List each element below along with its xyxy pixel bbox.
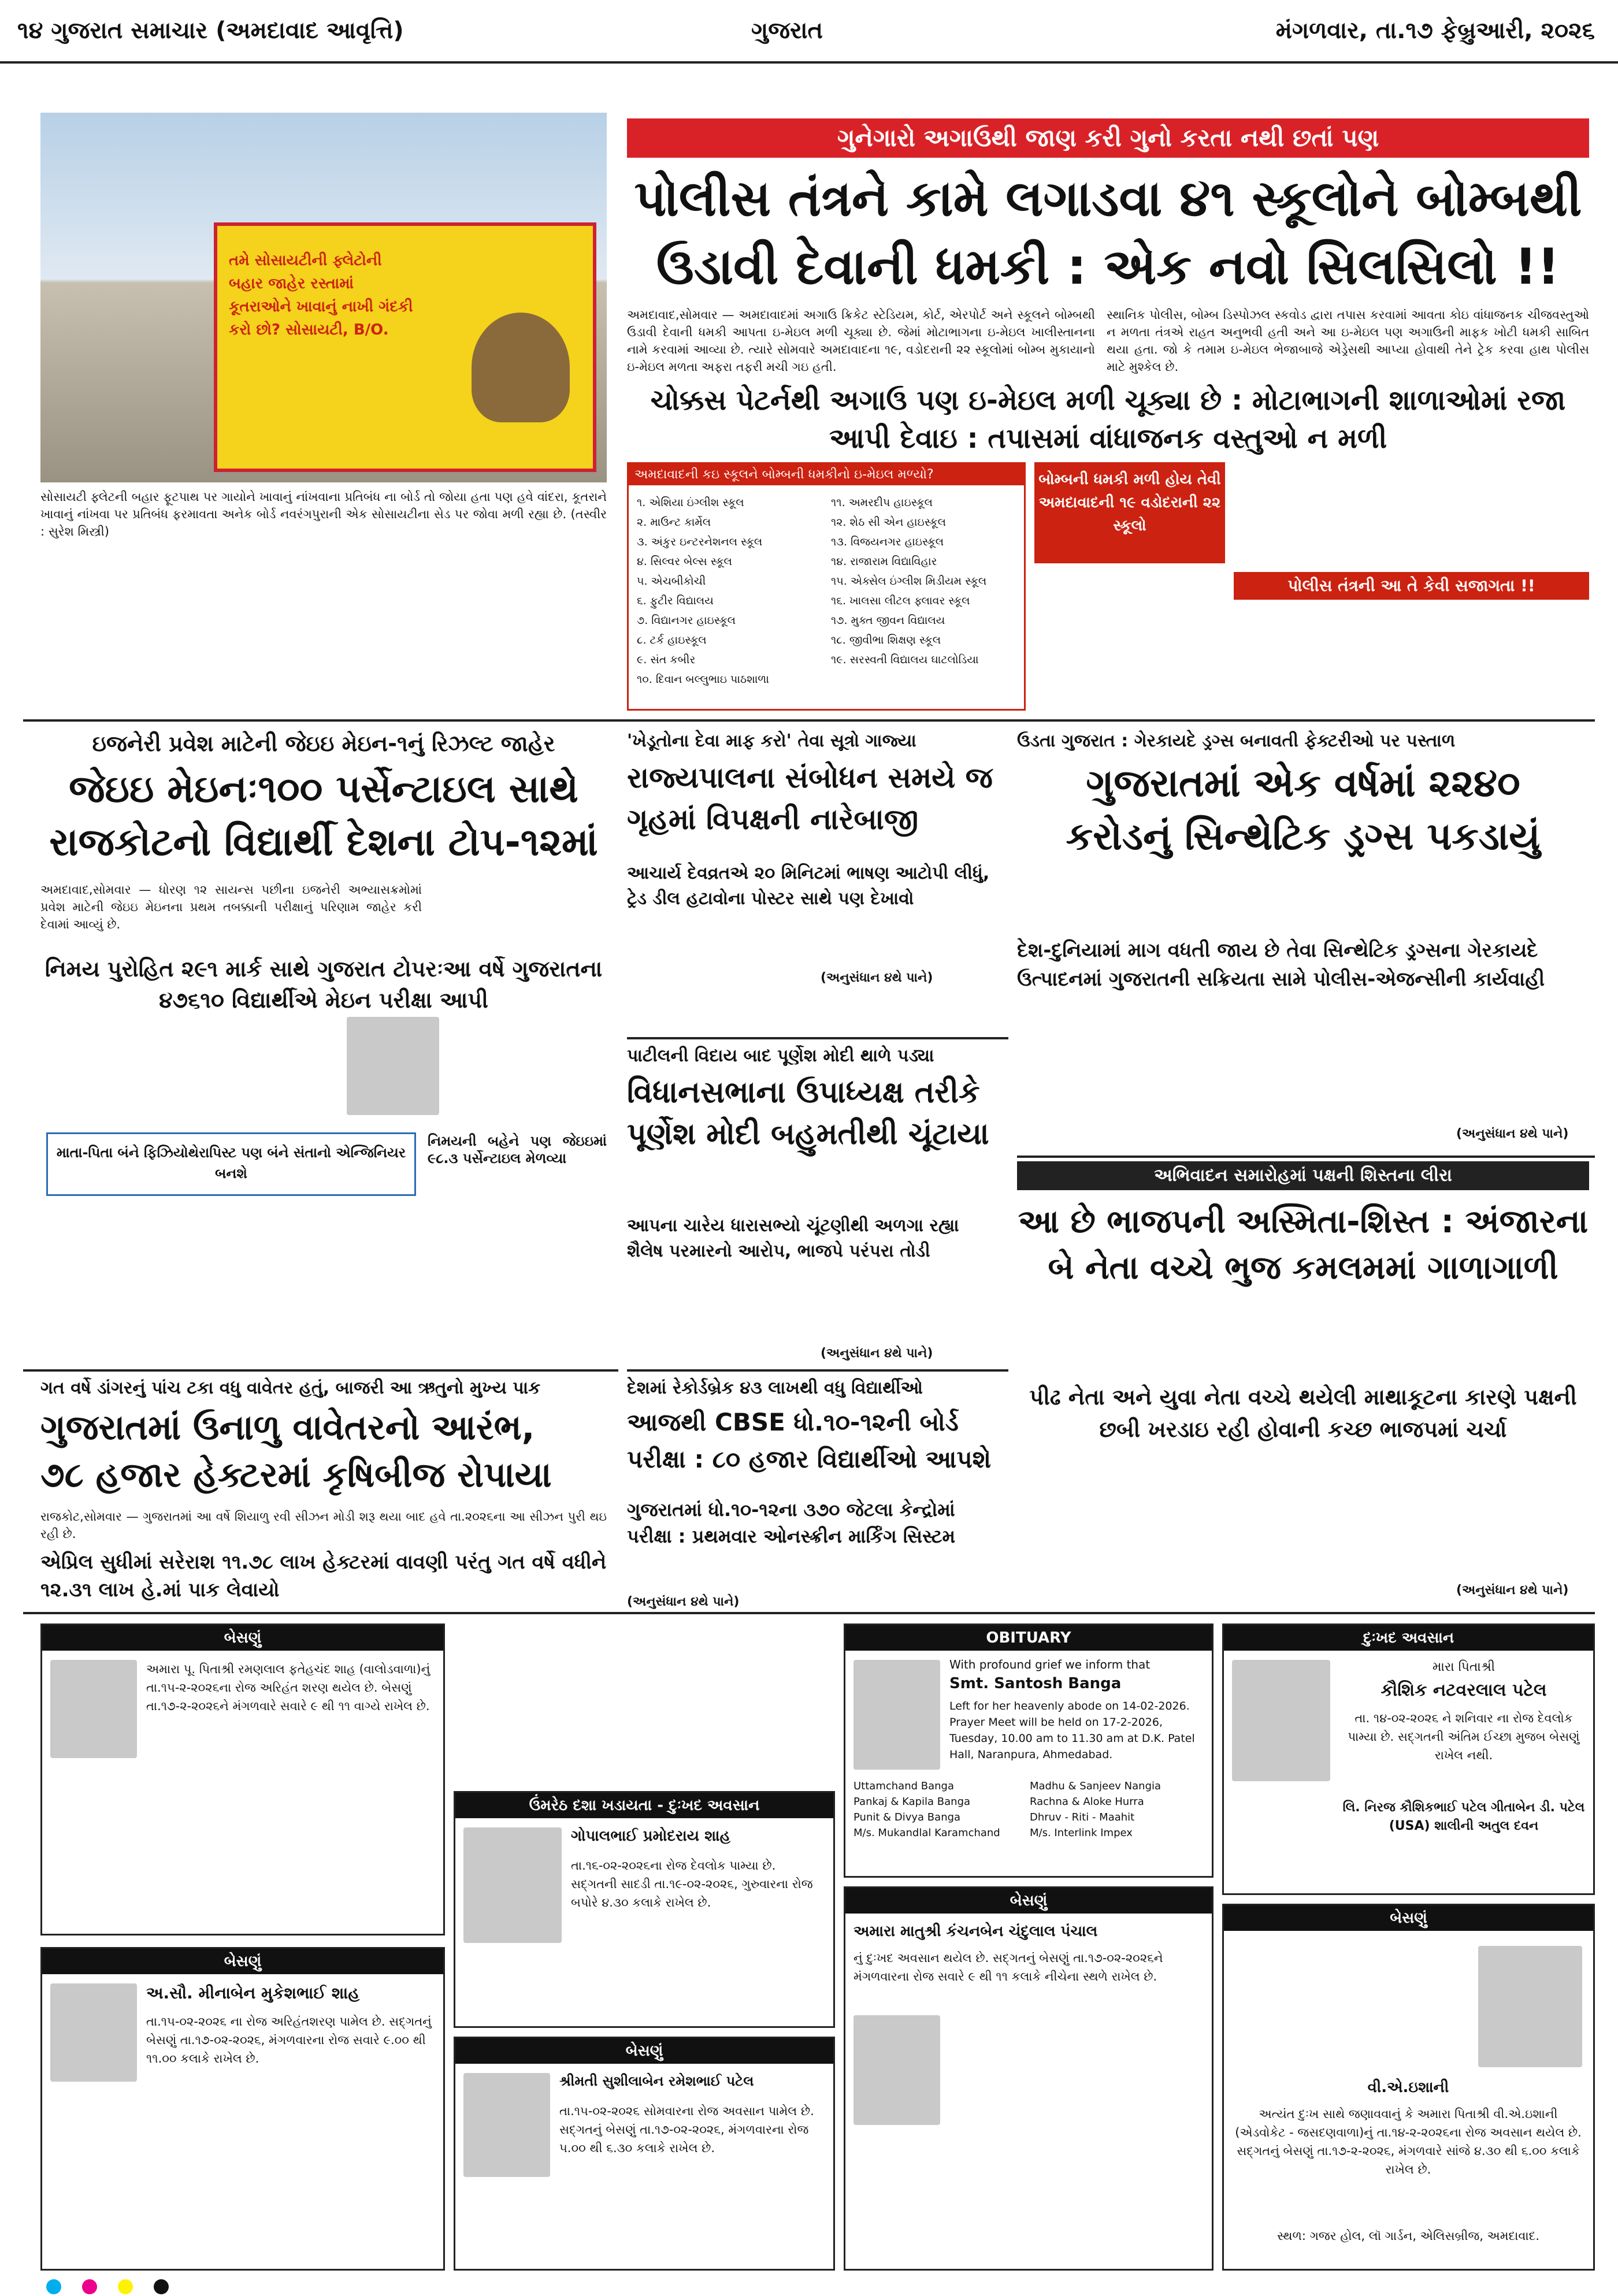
obit-text: Left for her heavenly abode on 14-02-2026. Prayer Meet will be held on 17-2-2026, Tuesday, 10.00 am to 11.30 am at D.K. Patel Hall, Naranpura, Ahmedabad. xyxy=(949,1700,1195,1761)
list-item: ૪. સિલ્વર બેલ્સ સ્કૂલ xyxy=(637,555,732,568)
family-member: Dhruv - Riti - Maahit xyxy=(1030,1811,1135,1823)
obit-name: અ.સૌ. મીનાબેન મુકેશભાઈ શાહ xyxy=(146,1983,360,2003)
obit-heading: બેસણું xyxy=(42,1949,443,1974)
section-title: ગુજરાત xyxy=(751,17,823,44)
speaker-headline: વિધાનસભાના ઉપાધ્યક્ષ તરીકે પૂર્ણેશ મોદી બહુમતીથી ચૂંટાયા xyxy=(627,1075,989,1151)
assembly-kicker: 'ખેડૂતોના દેવા માફ કરો' તેવા સૂત્રો ગાજ્યા xyxy=(627,731,916,751)
obit-name: ગોપાલભાઈ પ્રમોદરાય શાહ xyxy=(571,1827,730,1845)
obit-portrait xyxy=(853,1660,940,1770)
jee-family-box: માતા-પિતા બંને ફિઝિયોથેરાપિસ્ટ પણ બંને સંતાનો એન્જિનિયર બનશે xyxy=(46,1132,416,1196)
school-list-box xyxy=(627,462,1026,711)
obit-text: નું દુઃખદ અવસાન થયેલ છે. સદ્ગતનું બેસણું તા.૧૭-૦૨-૨૦૨૬ને મંગળવારના રોજ સવારે ૯ થી ૧૧ કલાકે નીચેના સ્થળે રાખેલ છે. xyxy=(853,1951,1163,1983)
crop-headline-line2: ૭૮ હજાર હેક્ટરમાં કૃષિબીજ રોપાયા xyxy=(40,1455,552,1495)
obit-text: તા.૧૫-૦૨-૨૦૨૬ સોમવારના રોજ અવસાન પામેલ છે. સદ્ગતનું બેસણું તા.૧૭-૦૨-૨૦૨૬, મંગળવારના રોજ ૫.૦૦ થી ૬.૩૦ કલાકે રાખેલ છે. xyxy=(559,2104,814,2155)
jee-headline-line2: રાજકોટનો વિદ્યાર્થી દેશના ટોપ-૧૨માં xyxy=(49,820,598,864)
drugs-headline-line2: કરોડનું સિન્થેટિક ડ્રગ્સ પકડાયું xyxy=(1066,814,1541,859)
family-member: M/s. Mukandlal Karamchand xyxy=(853,1827,1000,1839)
obit-title: મારા પિતાશ્રી xyxy=(1432,1660,1495,1674)
list-item: ૭. વિદ્યાનગર હાઇસ્કૂલ xyxy=(637,614,736,627)
bjp-headline-line1: આ છે ભાજપની અસ્મિતા-શિસ્ત : અંજારના xyxy=(1018,1203,1589,1240)
threat-count-box: બોમ્બની ધમકી મળી હોય તેવી અમદાવાદની ૧૯ વડોદરાની ૨૨ સ્કૂલો xyxy=(1034,462,1225,563)
jee-headline xyxy=(40,763,607,869)
list-item: ૧૮. જીવીભા શિક્ષણ સ્કૂલ xyxy=(831,634,941,647)
assembly-jump: (અનુસંધાન ૪થે પાને) xyxy=(821,971,933,985)
dog-image xyxy=(472,313,570,422)
obit-portrait xyxy=(463,1827,562,1943)
obit-portrait xyxy=(853,2015,940,2125)
obit-text: તા.૧૬-૦૨-૨૦૨૬ના રોજ દેવલોક પામ્યા છે. સદ્ગતની સાદડી તા.૧૯-૦૨-૨૦૨૬, ગુરુવારના રોજ બપોરે ૪.૩૦ કલાકે રાખેલ છે. xyxy=(571,1859,813,1909)
obit-text: તા.૧૫-૦૨-૨૦૨૬ ના રોજ અરિહંતશરણ પામેલ છે. સદ્ગતનું બેસણું તા.૧૭-૦૨-૨૦૨૬, મંગળવારના રોજ સવારે ૯.૦૦ થી ૧૧.૦૦ કલાકે રાખેલ છે. xyxy=(146,2015,432,2065)
assembly-subheadline: આચાર્ય દેવવ્રતએ ૨૦ મિનિટમાં ભાષણ આટોપી લીધું, ટ્રેડ ડીલ હટાવોના પોસ્ટર સાથે પણ દેખાવો xyxy=(627,863,990,909)
speaker-jump: (અનુસંધાન ૪થે પાને) xyxy=(821,1346,933,1361)
divider xyxy=(23,1369,618,1372)
school-list-col1 xyxy=(637,493,827,689)
obit-heading: ઉંમરેઠ દશા ખડાયતા - દુઃખદ અવસાન xyxy=(455,1793,833,1818)
cbse-headline: આજથી CBSE ધો.૧૦-૧૨ની બોર્ડ પરીક્ષા : ૮૦ હજાર વિદ્યાર્થીઓ આપશે xyxy=(627,1408,991,1473)
obit-sushila xyxy=(454,2037,835,2271)
cbse-jump: (અનુસંધાન ૪થે પાને) xyxy=(627,1595,740,1609)
lead-body-1: અમદાવાદ,સોમવાર — અમદાવાદમાં અગાઉ ક્રિકેટ સ્ટેડિયમ, કોર્ટ, એરપોર્ટ અને સ્કૂલને બોમ્બથી ઉડાવી દેવાની ધમકી આપતા ઇ-મેઇલ મળી ચૂક્યા છે. જેમાં મોટાભાગના ઇ-મેઇલ ખાલીસ્તાનના નામે કરવામાં આવ્યા છે. ત્યારે સોમવારે અમદાવાદના ૧૯, વડોદરાની ૨૨ સ્કૂલોમાં બોમ્બ મુકાયાનો ઇ-મેઇલ મળતા અફરા તફરી મચી ગઇ હતી. xyxy=(627,308,1095,374)
family-member: Rachna & Aloke Hurra xyxy=(1030,1796,1144,1808)
obit-heading: દુઃખદ અવસાન xyxy=(1224,1625,1593,1651)
cbse-subheadline: ગુજરાતમાં ધો.૧૦-૧૨ના ૩૭૦ જેટલા કેન્દ્રોમાં પરીક્ષા : પ્રથમવાર ઓનસ્ક્રીન માર્કિંગ સિસ્ટમ xyxy=(627,1499,956,1547)
jee-body: અમદાવાદ,સોમવાર — ધોરણ ૧૨ સાયન્સ પછીના ઇજનેરી અભ્યાસક્રમોમાં પ્રવેશ માટેની જેઇઇ મેઇનના પ્રથમ તબક્કાની પરીક્ષાનું પરિણામ જાહેર કરી દેવામાં આવ્યું છે. xyxy=(40,883,422,931)
jee-subheadline: નિમય પુરોહિત ૨૯૧ માર્ક સાથે ગુજરાત ટોપરઃઆ વર્ષે ગુજરાતના ૪૭૬૧૦ વિદ્યાર્થીએ મેઇન પરીક્ષા આપી xyxy=(44,956,603,1013)
crop-kicker: ગત વર્ષે ડાંગરનું પાંચ ટકા વધુ વાવેતર હતું, બાજરી આ ઋતુનો મુખ્ય પાક xyxy=(40,1378,541,1398)
obit-text: તા. ૧૪-૦૨-૨૦૨૬ ને શનિવાર ના રોજ દેવલોક પામ્યા છે. સદ્ગતની અંતિમ ઈચ્છા મુજબ બેસણું રાખેલ નથી. xyxy=(1348,1711,1580,1762)
family-member: Madhu & Sanjeev Nangia xyxy=(1030,1780,1161,1792)
obit-portrait xyxy=(1478,1946,1582,2067)
obit-name: વી.એ.ઇશાની xyxy=(1367,2079,1449,2096)
assembly-headline: રાજ્યપાલના સંબોધન સમયે જ ગૃહમાં વિપક્ષની નારેબાજી xyxy=(627,761,993,836)
lead-headline-line2: ઉડાવી દેવાની ધમકી : એક નવો સિલસિલો !! xyxy=(656,238,1560,296)
family-member: Uttamchand Banga xyxy=(853,1780,954,1792)
obit-besnu-1 xyxy=(40,1623,445,1935)
obit-portrait xyxy=(1232,1660,1330,1781)
issue-date: મંગળવાર, તા.૧૭ ફેબ્રુઆરી, ૨૦૨૬ xyxy=(1275,17,1595,44)
list-item: ૧૦. દિવાન બલ્લુભાઇ પાઠશાળા xyxy=(637,673,769,686)
crop-body: રાજકોટ,સોમવાર — ગુજરાતમાં આ વર્ષે શિયાળુ રવી સીઝન મોડી શરૂ થયા બાદ હવે તા.૨૦૨૬ના આ સીઝન પુરી થઇ રહી છે. xyxy=(40,1510,607,1541)
obit-heading: બેસણું xyxy=(455,2038,833,2064)
speaker-kicker: પાટીલની વિદાય બાદ પૂર્ણેશ મોદી થાળે પડ્યા xyxy=(627,1046,934,1066)
news-photo xyxy=(40,113,607,482)
crop-headline-line1: ગુજરાતમાં ઉનાળુ વાવેતરનો આરંભ, xyxy=(40,1407,535,1448)
obit-portrait xyxy=(50,1983,137,2082)
obit-name: અમારા માતુશ્રી કંચનબેન ચંદુલાલ પંચાલ xyxy=(853,1923,1098,1940)
list-item: ૧૩. વિજયનગર હાઇસ્કૂલ xyxy=(831,536,944,548)
obit-heading: OBITUARY xyxy=(845,1625,1212,1651)
drugs-subheadline: દેશ-દુનિયામાં માગ વધતી જાય છે તેવા સિન્થેટિક ડ્રગ્સના ગેરકાયદે ઉત્પાદનમાં ગુજરાતની સક્રિયતા સામે પોલીસ-એજન્સીની કાર્યવાહી xyxy=(1017,939,1545,991)
police-alert-box: પોલીસ તંત્રની આ તે કેવી સજાગતા !! xyxy=(1234,572,1589,600)
obit-besnu-2 xyxy=(40,1947,445,2271)
divider xyxy=(627,1037,1008,1039)
list-item: ૮. ટર્ક હાઇસ્કૂલ xyxy=(637,634,707,647)
obit-kaushik xyxy=(1222,1623,1595,1895)
magenta-dot xyxy=(82,2279,97,2294)
obit-text: અત્યંત દુઃખ સાથે જણાવવાનું કે અમારા પિતાશ્રી વી.એ.ઇશાની (એડવોકેટ - જસદણવાળા)નું તા.૧૪-૨-૨૦૨૬ના રોજ અવસાન થયેલ છે. સદ્ગતનું બેસણું તા.૧૭-૨-૨૦૨૬, મંગળવારે સાંજે ૪.૩૦ થી ૬.૦૦ કલાકે રાખેલ છે. xyxy=(1235,2107,1582,2176)
lead-headline-line1: પોલીસ તંત્રને કામે લગાડવા ૪૧ સ્કૂલોને બોમ્બથી xyxy=(634,170,1582,228)
obit-umreth xyxy=(454,1791,835,2028)
list-item: ૧૪. રાજારામ વિદ્યાવિહાર xyxy=(831,555,937,568)
banner-text: તમે સોસાયટીની ફ્લેટોની બહાર જાહેર રસ્તામાં કૂતરાઓને ખાવાનું નાખી ગંદકી કરો છો? સોસાયટી, B/O. xyxy=(229,252,413,339)
drugs-headline-line1: ગુજરાતમાં એક વર્ષમાં ૨૨૪૦ xyxy=(1086,761,1520,805)
list-item: ૨. માઉન્ટ કાર્મેલ xyxy=(637,516,711,529)
obit-portrait xyxy=(463,2073,550,2177)
bjp-subheadline: પીઢ નેતા અને યુવા નેતા વચ્ચે થયેલી માથાકૂટના કારણે પક્ષની છબી ખરડાઇ રહી હોવાની કચ્છ ભાજપમાં ચર્ચા xyxy=(1029,1384,1577,1442)
family-member: Pankaj & Kapila Banga xyxy=(853,1796,971,1808)
obit-heading: બેસણું xyxy=(1224,1905,1593,1931)
lead-subheadline: ચોક્કસ પેટર્નથી અગાઉ પણ ઇ-મેઇલ મળી ચૂક્યા છે : મોટાભાગની શાળાઓમાં રજા આપી દેવાઇ : તપાસમાં વાંધાજનક વસ્તુઓ ન મળી xyxy=(650,384,1566,455)
bjp-headline-line2: બે નેતા વચ્ચે ભુજ કમલમમાં ગાળાગાળી xyxy=(1048,1249,1558,1287)
bjp-jump: (અનુસંધાન ૪થે પાને) xyxy=(1456,1583,1569,1597)
list-item: ૧૧. અમરદીપ હાઇસ્કૂલ xyxy=(831,496,933,509)
bjp-headline xyxy=(1017,1199,1589,1291)
lead-body-2: સ્થાનિક પોલીસ, બોમ્બ ડિસ્પોઝલ સ્કવોડ દ્વારા તપાસ કરવામાં આવતા કોઇ વાંધાજનક ચીજવસ્તુઓ ન મળતા તંત્રએ રાહત અનુભવી હતી અને આ ઇ-મેઇલ પણ અગાઉની માફક ખોટી ધમકી સાબિત થયા હતા. જો કે તમામ ઇ-મેઇલ ભેજાબાજે એડ્રેસથી આપ્યા હોવાથી તેને ટ્રેક કરવા હાથ પોલીસ માટે મુશ્કેલ છે. xyxy=(1107,308,1589,374)
list-item: ૫. એચબીકોચી xyxy=(637,575,706,588)
family-member: M/s. Interlink Impex xyxy=(1030,1827,1133,1839)
obit-name: કૌશિક નટવરલાલ પટેલ xyxy=(1381,1680,1547,1700)
list-item: ૯. સંત કબીર xyxy=(637,653,696,666)
speaker-subheadline: આપના ચારેય ધારાસભ્યો ચૂંટણીથી અળગા રહ્યા શૈલેષ પરમારનો આરોપ, ભાજપે પરંપરા તોડી xyxy=(627,1216,959,1261)
cbse-kicker: દેશમાં રેકોર્ડબ્રેક ૪૩ લાખથી વધુ વિદ્યાર્થીઓ xyxy=(627,1378,923,1398)
divider xyxy=(23,719,1595,722)
school-list-title: અમદાવાદની કઇ સ્કૂલને બોમ્બની ધમકીનો ઇ-મેઇલ મળ્યો? xyxy=(629,464,1024,485)
drugs-kicker: ઉડતા ગુજરાત : ગેરકાયદે ડ્રગ્સ બનાવતી ફેક્ટરીઓ પર પસ્તાળ xyxy=(1017,731,1456,751)
list-item: ૧૬. ખાલસા લીટલ ફ્લાવર સ્કૂલ xyxy=(831,595,970,607)
drugs-jump: (અનુસંધાન ૪થે પાને) xyxy=(1456,1127,1569,1141)
obit-text: અમારા પૂ. પિતાશ્રી રમણલાલ ફતેહચંદ શાહ (વાલોડવાળા)નું તા.૧૫-૨-૨૦૨૬ના રોજ અરિહંત શરણ થયેલ છે. બેસણું તા.૧૭-૨-૨૦૨૬ને મંગળવારે સવારે ૯ થી ૧૧ વાગ્યે રાખેલ છે. xyxy=(146,1662,431,1713)
family-member: Punit & Divya Banga xyxy=(853,1811,961,1823)
list-item: ૧૭. મુક્ત જીવન વિદ્યાલય xyxy=(831,614,945,627)
list-item: ૧૫. એક્સેલ ઇંગ્લીશ મિડીયમ સ્કૂલ xyxy=(831,575,987,588)
crop-headline xyxy=(40,1404,607,1499)
jee-side-note: નિમયની બહેને પણ જેઇઇમાં ૯૮.૩ પર્સેન્ટાઇલ મેળવ્યા xyxy=(428,1133,607,1166)
obit-obituary xyxy=(844,1623,1214,1878)
drugs-headline xyxy=(1017,757,1589,863)
yellow-dot xyxy=(118,2279,133,2294)
obit-heading: બેસણું xyxy=(845,1888,1212,1914)
cyan-dot xyxy=(46,2279,61,2294)
obit-family xyxy=(853,1778,1206,1841)
list-item: ૧. એશિયા ઇંગ્લીશ સ્કૂલ xyxy=(637,496,744,509)
obit-place: સ્થળ: ગજર હોલ, લૉ ગાર્ડન, એલિસબ્રીજ, અમદાવાદ. xyxy=(1276,2229,1540,2243)
obit-portrait xyxy=(50,1660,137,1758)
crop-subheadline: એપ્રિલ સુધીમાં સરેરાશ ૧૧.૭૮ લાખ હેક્ટરમાં વાવણી પરંતુ ગત વર્ષે વધીને ૧૨.૩૧ લાખ હે.માં પાક લેવાયો xyxy=(40,1551,607,1602)
obit-heading: બેસણું xyxy=(42,1625,443,1651)
obit-besnu-4 xyxy=(1222,1904,1595,2271)
obit-besnu-3 xyxy=(844,1886,1214,2271)
obit-name: શ્રીમતી સુશીલાબેન રમેશભાઈ પટેલ xyxy=(559,2073,754,2089)
black-dot xyxy=(154,2279,169,2294)
bjp-kicker: અભિવાદન સમારોહમાં પક્ષની શિસ્તના લીરા xyxy=(1017,1161,1589,1190)
list-item: ૬. ફુટીર વિદ્યાલય xyxy=(637,595,714,607)
list-item: ૩. અંકુર ઇન્ટરનેશનલ સ્કૂલ xyxy=(637,536,763,548)
divider xyxy=(627,1369,1008,1372)
obit-name: Smt. Santosh Banga xyxy=(949,1675,1122,1692)
divider xyxy=(1017,1156,1595,1158)
obit-family: લિ. નિરજ કૌશિકભાઈ પટેલ ગીતાબેન ડી. પટેલ (USA) શાલીની અતુલ દવન xyxy=(1342,1800,1585,1833)
school-list-col2 xyxy=(831,493,1022,670)
list-item: ૧૯. સરસ્વતી વિદ્યાલય ઘાટલોડિયા xyxy=(831,653,979,666)
society-banner xyxy=(214,222,596,472)
jee-kicker: ઇજનેરી પ્રવેશ માટેની જેઇઇ મેઇન-૧નું રિઝલ્ટ જાહેર xyxy=(92,731,555,756)
obit-intro: With profound grief we inform that xyxy=(949,1658,1151,1671)
registration-marks xyxy=(46,2279,169,2294)
lead-headline xyxy=(627,165,1589,301)
jee-headline-line1: જેઇઇ મેઇનઃ૧૦૦ પર્સેન્ટાઇલ સાથે xyxy=(69,767,578,811)
photo-caption: સોસાયટી ફ્લેટની બહાર ફૂટપાથ પર ગાયોને ખાવાનું નાંખવાના પ્રતિબંધ ના બોર્ડ તો જોયા હતા પણ હવે વાંદરા, કૂતરાને ખાવાનું નાંખવા પર પ્રતિબંધ ફરમાવતા અનેક બોર્ડ નવરંગપુરાની એક સોસાયટીના સેડ પર જોવા મળી રહ્યા છે. (તસ્વીર : સુરેશ મિસ્ત્રી) xyxy=(40,490,607,538)
divider xyxy=(23,1612,1595,1614)
student-photo xyxy=(347,1017,439,1115)
lead-kicker: ગુનેગારો અગાઉથી જાણ કરી ગુનો કરતા નથી છતાં પણ xyxy=(627,118,1589,158)
list-item: ૧૨. શેઠ સી એન હાઇસ્કૂલ xyxy=(831,516,946,529)
publication-title: ૧૪ ગુજરાત સમાચાર (અમદાવાદ આવૃત્તિ) xyxy=(17,17,404,44)
